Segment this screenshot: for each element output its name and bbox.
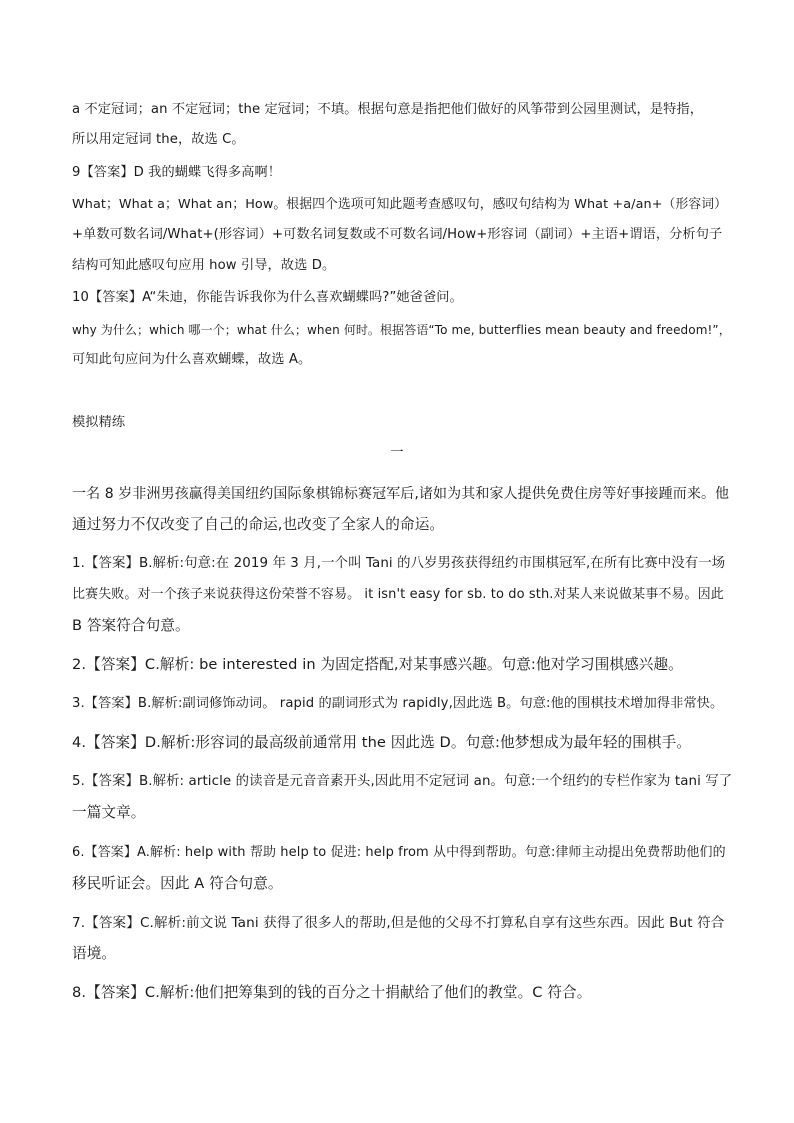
q8-explanation-line-2: 所以用定冠词 the，故选 C。 [72, 132, 245, 147]
answer-6-line-2: 移民听证会。因此 A 符合句意。 [72, 875, 283, 892]
answer-2: 2.【答案】C.解析: be interested in 为固定搭配,对某事感兴趣。句意:他对学习围棋感兴趣。 [72, 656, 683, 673]
passage-summary-line-1: 一名 8 岁非洲男孩赢得美国纽约国际象棋锦标赛冠军后,诸如为其和家人提供免费住房等好事接踵而来。他 [72, 486, 730, 502]
q9-answer: 9【答案】D 我的蝴蝶飞得多高啊！ [72, 165, 282, 180]
answer-5-line-2: 一篇文章。 [72, 804, 146, 821]
answer-3: 3.【答案】B.解析:副词修饰动词。 rapid 的副词形式为 rapidly,因此选 B。句意:他的围棋技术增加得非常快。 [72, 696, 724, 711]
passage-summary-line-2: 通过努力不仅改变了自己的命运,也改变了全家人的命运。 [72, 516, 445, 533]
q10-answer: 10【答案】A“朱迪，你能告诉我你为什么喜欢蝴蝶吗?”她爸爸问。 [72, 290, 463, 305]
section-number: 一 [390, 445, 404, 460]
answer-7-line-2: 语境。 [72, 945, 117, 962]
answer-4: 4.【答案】D.解析:形容词的最高级前通常用 the 因此选 D。句意:他梦想成为最年轻的围棋手。 [72, 734, 692, 751]
q10-explanation-line-2: 可知此句应问为什么喜欢蝴蝶，故选 A。 [72, 352, 312, 367]
answer-1-line-3: B 答案符合句意。 [72, 617, 190, 634]
q8-explanation-line-1: a 不定冠词；an 不定冠词；the 定冠词；不填。根据句意是指把他们做好的风筝带到公园里测试，是特指， [72, 102, 703, 117]
q10-explanation-line-1: why 为什么；which 哪一个；what 什么；when 何时。根据答语“To me, butterflies mean beauty and freedom!”， [72, 323, 731, 337]
answer-6-line-1: 6.【答案】A.解析: help with 帮助 help to 促进: help from 从中得到帮助。句意:律师主动提出免费帮助他们的 [72, 845, 726, 860]
section-title: 模拟精练 [72, 415, 126, 430]
q9-explanation-line-2: +单数可数名词/What+(形容词）+可数名词复数或不可数名词/How+形容词（副词）+主语+谓语，分析句子 [72, 227, 723, 242]
answer-7-line-1: 7.【答案】C.解析:前文说 Tani 获得了很多人的帮助,但是他的父母不打算私自享有这些东西。因此 But 符合 [72, 915, 725, 931]
q9-explanation-line-3: 结构可知此感叹句应用 how 引导，故选 D。 [72, 258, 336, 273]
answer-1-line-2: 比赛失败。对一个孩子来说获得这份荣誉不容易。 it isn't easy for sb. to do sth.对某人来说做某事不易。因此 [72, 587, 724, 602]
answer-8: 8.【答案】C.解析:他们把筹集到的钱的百分之十捐献给了他们的教堂。C 符合。 [72, 984, 592, 1001]
answer-1-line-1: 1.【答案】B.解析:句意:在 2019 年 3 月,一个叫 Tani 的八岁男孩获得纽约市围棋冠军,在所有比赛中没有一场 [72, 556, 726, 571]
answer-5-line-1: 5.【答案】B.解析: article 的读音是元音音素开头,因此用不定冠词 an。句意:一个纽约的专栏作家为 tani 写了 [72, 774, 733, 789]
q9-explanation-line-1: What；What a；What an；How。根据四个选项可知此题考查感叹句，感叹句结构为 What +a/an+（形容词） [72, 197, 728, 212]
